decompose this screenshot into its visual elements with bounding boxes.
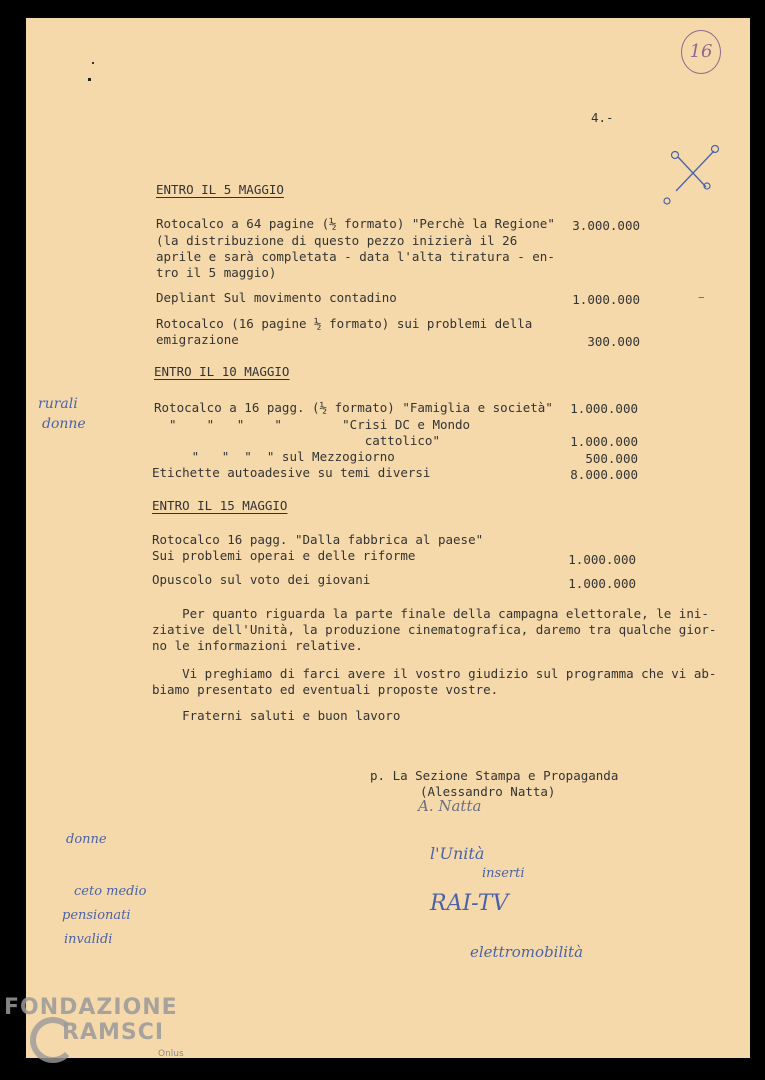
section-heading: ENTRO IL 5 MAGGIO [156,182,284,197]
item-line: cattolico" [154,433,440,448]
item-line: Rotocalco 16 pagg. "Dalla fabbrica al paese" [152,532,484,547]
item-amount: 300.000 [587,334,640,349]
handwritten-note: inserti [482,866,525,881]
dash-mark: – [698,290,705,305]
scissors-mark-icon [662,143,722,205]
item-line: " " " " sul Mezzogiorno [154,449,395,464]
paragraph-line: Vi preghiamo di farci avere il vostro giudizio sul programma che vi ab- [152,666,717,681]
item-amount: 1.000.000 [568,552,636,567]
item-line: Opuscolo sul voto dei giovani [152,572,371,587]
item-line: Sui problemi operai e delle riforme [152,548,416,563]
handwritten-signature: A. Natta [418,797,482,815]
item-line: Rotocalco a 64 pagine (½ formato) "Perchè la Regione" [156,216,555,231]
watermark-text: FONDAZIONE [4,995,178,1020]
item-line: Etichette autoadesive su temi diversi [152,465,431,480]
item-line: Rotocalco a 16 pagg. (½ formato) "Famiglia e società" [154,400,553,415]
handwritten-note: rurali [38,396,78,412]
section-heading: ENTRO IL 10 MAGGIO [154,364,290,379]
paragraph-line: Fraterni saluti e buon lavoro [152,708,401,723]
item-amount: 1.000.000 [572,292,640,307]
handwritten-note: l'Unità [430,844,485,863]
handwritten-note: invalidi [64,932,113,947]
watermark-logo [0,995,200,1080]
handwritten-note: ceto medio [74,884,147,899]
handwritten-note: RAI-TV [430,891,509,916]
item-line: " " " " "Crisi DC e Mondo [154,417,471,432]
document-page [26,18,750,1058]
item-amount: 1.000.000 [570,434,638,449]
item-amount: 8.000.000 [570,467,638,482]
archive-page-number: 16 [681,30,721,74]
handwritten-note: donne [42,416,86,432]
item-amount: 3.000.000 [572,218,640,233]
paragraph-line: Per quanto riguarda la parte finale della campagna elettorale, le ini- [152,606,709,621]
signature-line: p. La Sezione Stampa e Propaganda [370,768,619,783]
item-amount: 1.000.000 [570,401,638,416]
page-number: 4.- [591,110,614,125]
section-heading: ENTRO IL 15 MAGGIO [152,498,288,513]
paragraph-line: ziative dell'Unità, la produzione cinematografica, daremo tra qualche gior- [152,622,717,637]
paragraph-line: biamo presentato ed eventuali proposte vostre. [152,682,499,697]
handwritten-note: pensionati [62,908,131,923]
watermark-text: RAMSCI [62,1020,165,1045]
item-amount: 500.000 [585,451,638,466]
signature-name: (Alessandro Natta) [420,784,556,799]
speck-mark [92,62,94,64]
paragraph-line: no le informazioni relative. [152,638,363,653]
speck-mark [88,78,91,81]
watermark-small-text: Onlus [158,1049,184,1059]
item-amount: 1.000.000 [568,576,636,591]
item-line: tro il 5 maggio) [156,265,277,280]
item-line: Rotocalco (16 pagine ½ formato) sui problemi della [156,316,533,331]
item-line: Depliant Sul movimento contadino [156,290,397,305]
item-line: (la distribuzione di questo pezzo inizierà il 26 [156,233,518,248]
handwritten-note: donne [66,832,107,847]
handwritten-note: elettromobilità [470,943,584,961]
item-line: emigrazione [156,332,239,347]
item-line: aprile e sarà completata - data l'alta tiratura - en- [156,249,555,264]
